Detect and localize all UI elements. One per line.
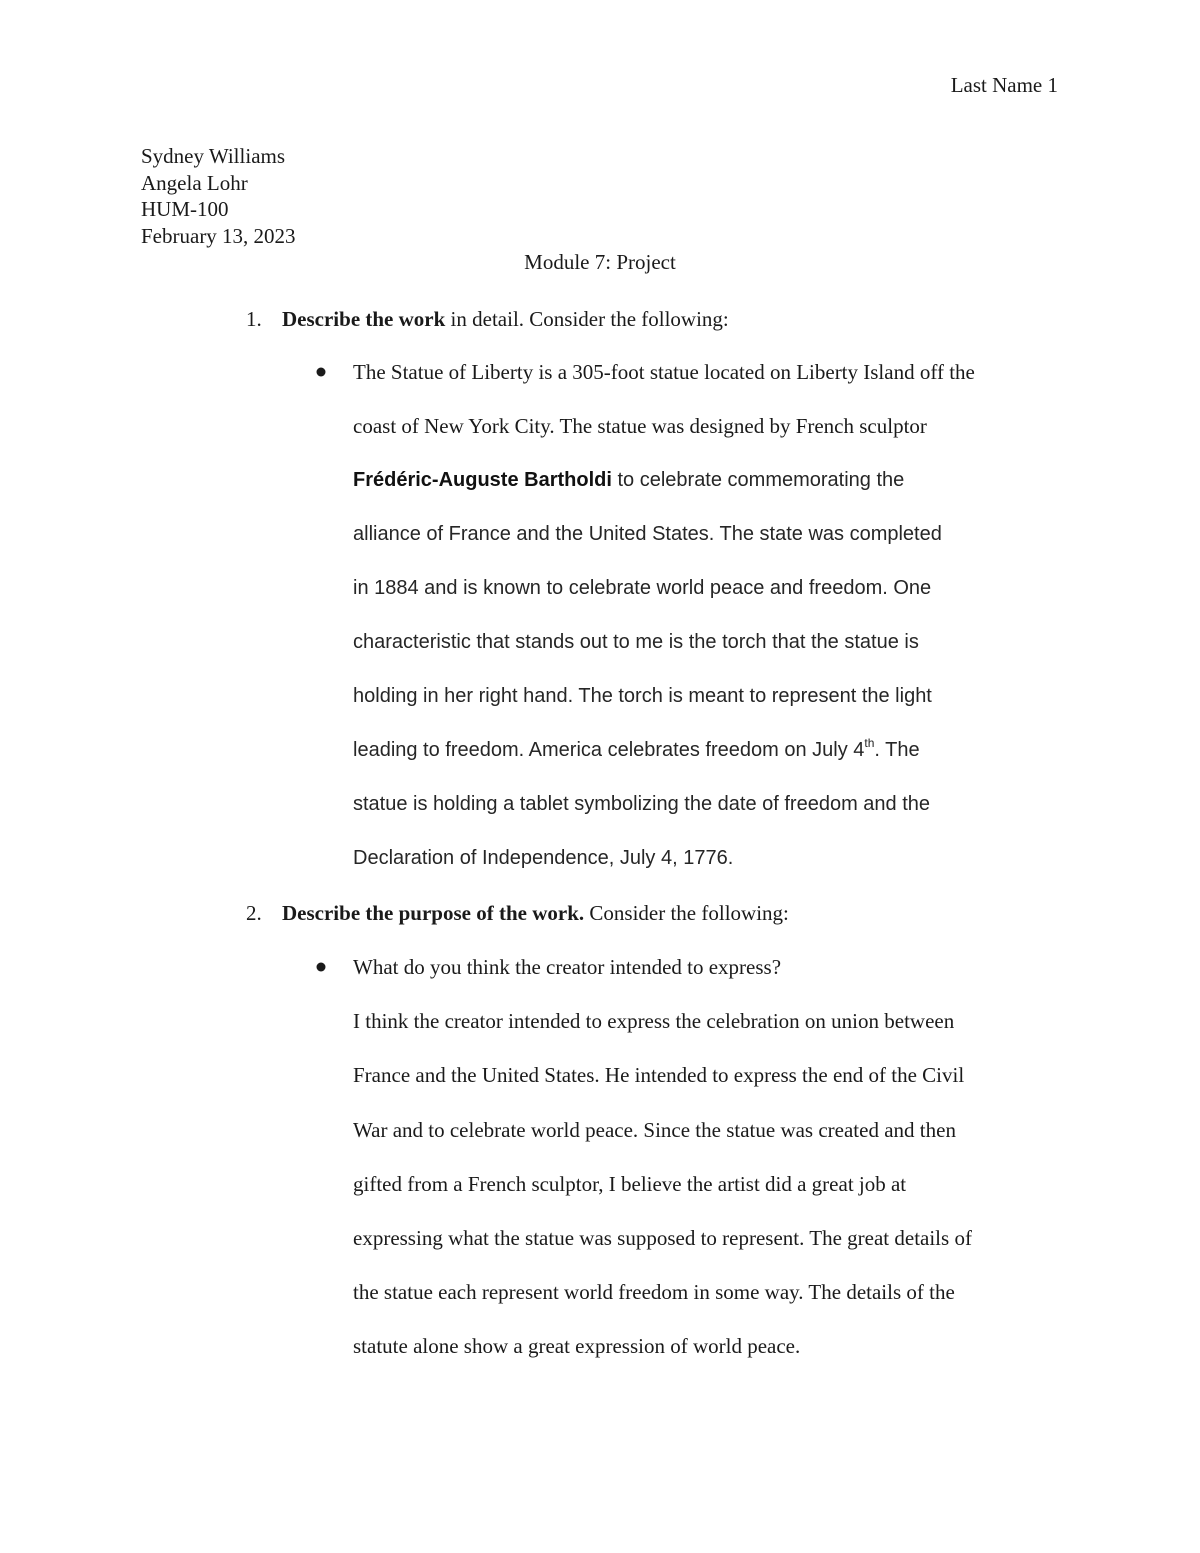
answer-line: War and to celebrate world peace. Since the statue was created and then	[353, 1118, 956, 1142]
student-name: Sydney Williams	[141, 144, 286, 168]
answer-line: expressing what the statue was supposed to represent. The great details of	[353, 1226, 972, 1250]
question-2	[246, 901, 789, 926]
running-head: Last Name 1	[950, 73, 1058, 97]
answer-line: leading to freedom. America celebrates freedom on July 4th. The	[353, 736, 920, 761]
answer-line: characteristic that stands out to me is the torch that the statue is	[353, 631, 919, 653]
question-heading: Describe the work	[282, 307, 446, 331]
answer-line: statue is holding a tablet symbolizing the date of freedom and the	[353, 793, 931, 815]
answer-line: France and the United States. He intended to express the end of the Civil	[353, 1063, 965, 1087]
question-number: 2.	[246, 901, 262, 925]
bullet-icon	[316, 962, 326, 972]
question-1	[246, 307, 729, 332]
answer-line: statute alone show a great expression of world peace.	[353, 1334, 801, 1358]
answer-line: Declaration of Independence, July 4, 1776.	[353, 847, 734, 869]
question-prompt: in detail. Consider the following:	[445, 307, 729, 331]
answer-line: I think the creator intended to express the celebration on union between	[353, 1009, 955, 1033]
sculptor-name: Frédéric-Auguste Bartholdi	[353, 469, 612, 491]
answer-line: the statue each represent world freedom in some way. The details of the	[353, 1280, 955, 1304]
question-number: 1.	[246, 307, 262, 331]
page-title: Module 7: Project	[524, 250, 676, 274]
answer-line: holding in her right hand. The torch is meant to represent the light	[353, 685, 932, 707]
document-date: February 13, 2023	[141, 224, 296, 249]
answer-line: The Statue of Liberty is a 305-foot statue located on Liberty Island off the	[353, 360, 975, 384]
answer-line: alliance of France and the United States. The state was completed	[353, 523, 942, 545]
answer-line: gifted from a French sculptor, I believe the artist did a great job at	[353, 1172, 907, 1196]
instructor-name: Angela Lohr	[141, 170, 248, 195]
answer-line: Frédéric-Auguste Bartholdi to celebrate commemorating the	[353, 469, 905, 491]
question-heading: Describe the purpose of the work.	[282, 901, 585, 925]
bullet-icon	[316, 367, 326, 377]
author-block	[141, 143, 296, 250]
ordinal-suffix: th	[864, 736, 875, 750]
course-code: HUM-100	[141, 197, 229, 222]
answer-line: in 1884 and is known to celebrate world peace and freedom. One	[353, 577, 932, 599]
answer-line: coast of New York City. The statue was designed by French sculptor	[353, 414, 927, 438]
question-prompt: Consider the following:	[584, 901, 789, 925]
bullet-prompt: What do you think the creator intended to express?	[353, 955, 782, 979]
